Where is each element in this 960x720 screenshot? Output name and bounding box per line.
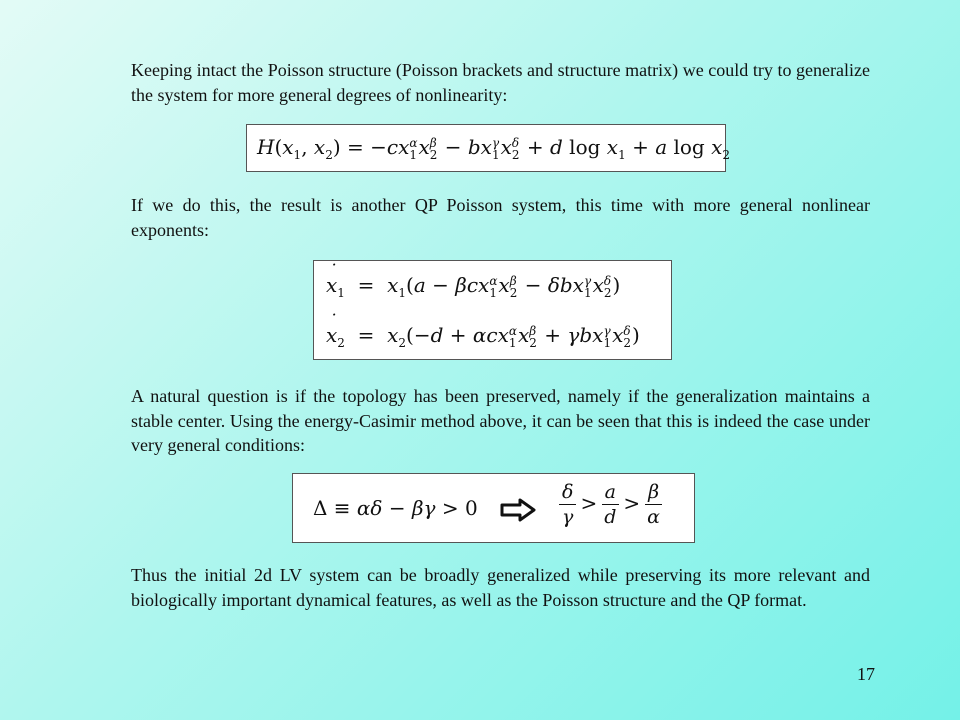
paragraph-result: If we do this, the result is another QP Poisson system, this time with more general nonlinear exponents: xyxy=(131,195,870,240)
page-number: 17 xyxy=(857,664,875,684)
system-line-1: ˙ $x_1 = x_1(a - \beta cx$ α 1 x β 2 − δbx γ 1 x δ 2 ) xyxy=(326,273,620,300)
paragraph-conclusion: Thus the initial 2d LV system can be broadly generalized while preserving its more relevant and biologically important dynamical features, as well as the Poisson structure and the QP format. xyxy=(131,565,870,610)
paragraph-question: A natural question is if the topology has been preserved, namely if the generalization maintains a stable center. Using the energy-Casimir method above, it can be seen that this is indeed the case under very general conditions: xyxy=(131,386,870,455)
paragraph-intro: Keeping intact the Poisson structure (Poisson brackets and structure matrix) we could try to generalize the system for more general degrees of nonlinearity: xyxy=(131,60,870,105)
hamiltonian-equation: $H(x_1$, $x_2) = -cx$ α 1 x β 2 − bx γ 1 x δ 2 + d $\log x_1 + a$ $\log x_2$ xyxy=(246,124,726,172)
qp-system-equations xyxy=(313,260,672,360)
implies-arrow-icon xyxy=(500,498,536,522)
system-line-2: ˙ $x_2 = x_2(-d + \alpha cx$ α 1 x β 2 + γbx γ 1 x δ 2 ) xyxy=(326,323,640,350)
stability-condition: Δ ≡ αδ − βγ > 0 $\frac{\delta}{\gamma}$ > $\frac{a}{d}$ > $\frac{\beta}{\alpha}$ xyxy=(292,473,695,543)
